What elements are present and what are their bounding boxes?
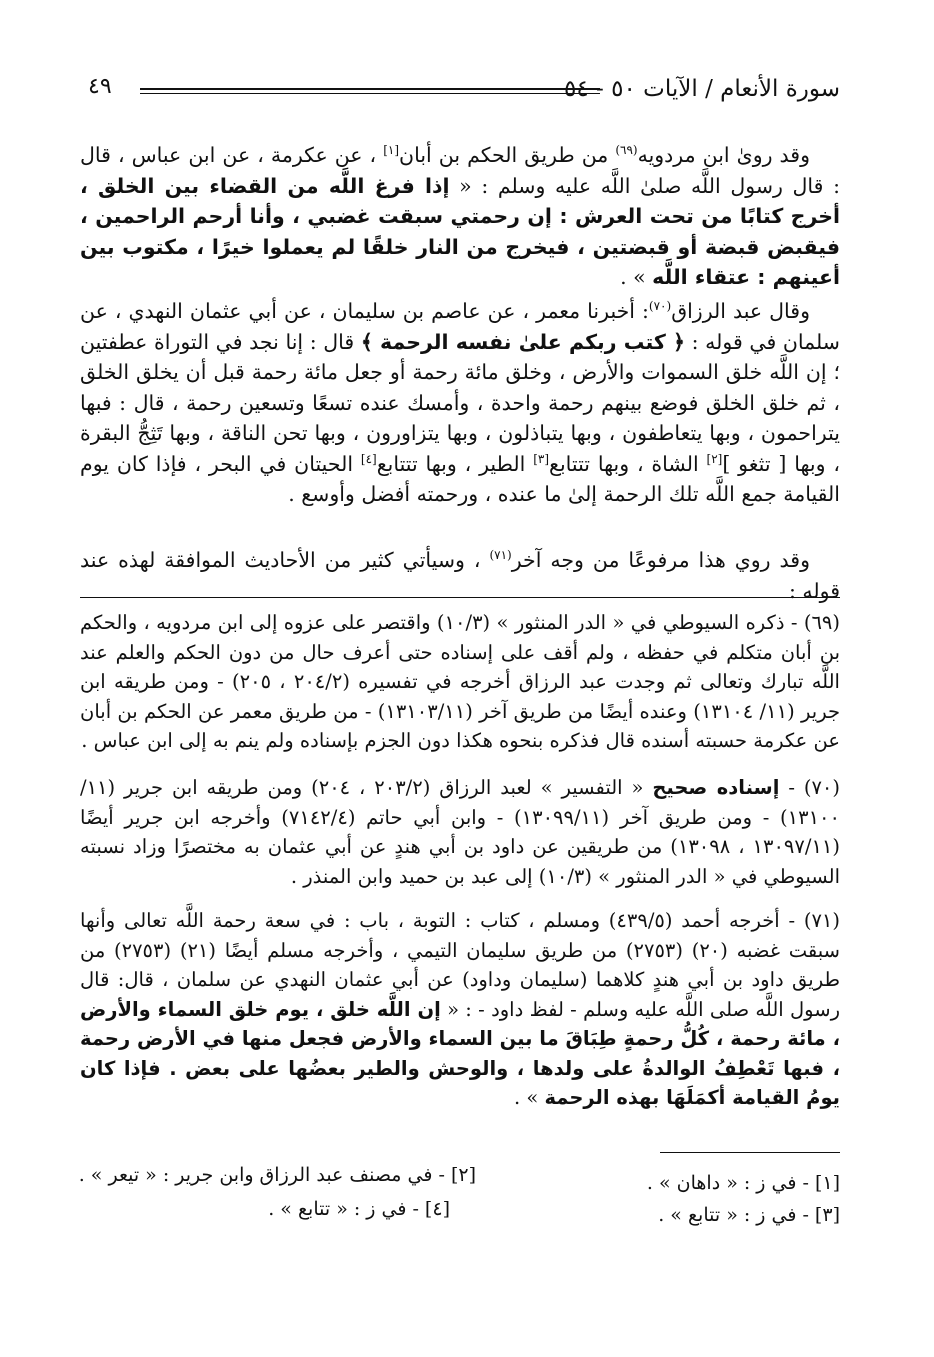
variant-note-1: [١] - في ز : « داهان » .: [646, 1172, 840, 1194]
paragraph-2-text: وقال عبد الرزاق: [671, 299, 810, 323]
footnote-ref-70: (٧٠): [648, 299, 672, 314]
variants-divider: [660, 1152, 840, 1153]
hadith-quote: إذا فرغ اللَّه من القضاء بين الخلق ، أخرج كتابًا من تحت العرش : إن رحمتي سبقت غضبي ، وأنا أرحم الراحمين ، فيقبض قبضة أو قبضتين ، فيخرج من النار خلقًا لم يعملوا خيرًا ، مكتوب بين أعينهم : عتقاء اللَّه: [80, 173, 840, 289]
paragraph-2-text: الشاة ، وبها تتتابع: [549, 451, 707, 476]
paragraph-2-text: الحيتان في البحر ، فإذا كان يوم القيامة جمع اللَّه تلك الرحمة إلىٰ ما عنده ، ورحمته أفضل وأوسع .: [80, 451, 840, 506]
footnote-69: [80, 608, 840, 756]
paragraph-2-text: قال : إنا نجد في التوراة عطفتين ؛ إن اللَّه خلق السموات والأرض ، وخلق مائة رحمة أو جعل مائة رحمة قبل أن يخلق الخلق ، ثم خلق الخلق فوضع بينهم رحمة واحدة ، وأمسك عنده تسعًا وتسعين رحمة ، قال : فبها يتراحمون ، وبها يتعاطفون ، وبها يتباذلون ، وبها يتزاورون ، وبها تحن الناقة ، وبها تَثِجُّ البقرة ، وبها [ تثغو ]: [80, 329, 840, 476]
running-head: سورة الأنعام / الآيات ٥٠ - ٥٤: [564, 76, 840, 102]
variant-ref-2: [٢]: [706, 451, 723, 466]
paragraph-1-text: ، عن عكرمة ، عن ابن عباس ، قال : قال رسول اللَّه صلىٰ اللَّه عليه وسلم : «: [80, 143, 840, 198]
variant-note-3: [٣] - في ز : « تتابع » .: [658, 1204, 840, 1226]
footnote-71-text: » .: [513, 1086, 545, 1109]
paragraph-3-text: ، وسيأتي كثير من الأحاديث الموافقة لهذه عند قوله :: [80, 548, 840, 603]
paragraph-1-text: وقد روىٰ ابن مردويه: [637, 143, 810, 167]
variant-ref-4: [٤]: [360, 451, 377, 466]
footnote-ref-71: (٧١): [489, 548, 512, 563]
variant-note-2: [٢] - في مصنف عبد الرزاق وابن جرير : « تيعر » .: [78, 1164, 476, 1186]
footnote-69-text: (٦٩) - ذكره السيوطي في « الدر المنثور » (١٠/٣) واقتصر على عزوه إلى ابن مردويه ، والحكم بن أبان متكلم في حفظه ، ولم أقف على إسناده حتى أعرف حال من دون الحكم والعلم عند اللَّه تبارك وتعالى ثم وجدت عبد الرزاق أخرجه في تفسيره (٢٠٤/٢ ، ٢٠٥) - ومن طريقه ابن جرير (١١/ ١٣١٠٤) وعنده أيضًا من طريق آخر (١٣١٠٣/١١) - من طريق معمر عن الحكم بن أبان عن عكرمة حسبته أسنده قال فذكره بنحوه هكذا دون الجزم بإسناده ولم ينم به إلى ابن عباس .: [80, 611, 841, 752]
footnote-70-number: (٧٠) -: [779, 776, 840, 799]
paragraph-1-text: » .: [620, 265, 653, 289]
header-rule: [140, 88, 600, 90]
footnote-71: [80, 906, 840, 1113]
footnote-70: [80, 773, 840, 891]
footnotes-divider: [80, 597, 840, 598]
variant-ref-3: [٣]: [533, 451, 550, 466]
footnote-70-text: « التفسير » لعبد الرزاق (٢٠٣/٢ ، ٢٠٤) ومن طريقه ابن جرير (١١/ ١٣١٠٠) - ومن طريق آخر (١٣٠٩٩/١١) - وابن أبي حاتم (٧١٤٢/٤) وأخرجه ابن جرير أيضًا (١٣٠٩٧/١١ ، ١٣٠٩٨) من طريقين عن داود بن أبي هندٍ عن أبي عثمان به مختصرًا وزاد نسبته السيوطي في « الدر المنثور » (١٠/٣) إلى عبد بن حميد وابن المنذر .: [80, 776, 841, 888]
paragraph-2-text: : أخبرنا معمر ، عن عاصم بن سليمان ، عن أبي عثمان النهدي ، عن سلمان في قوله :: [80, 299, 840, 354]
page-header: [80, 74, 840, 110]
variant-note-4: [٤] - في ز : « تتابع » .: [268, 1198, 450, 1220]
footnote-71-text: (٧١) - أخرجه أحمد (٤٣٩/٥) ومسلم ، كتاب : التوبة ، باب : في سعة رحمة اللَّه تعالى وأنها سبقت غضبه (٢٠) (٢٧٥٣) من طريق سليمان التيمي ، وأخرجه مسلم أيضًا (٢١) (٢٧٥٣) من طريق داود بن أبي هندٍ كلاهما (سليمان وداود) عن أبي عثمان النهدي عن سلمان ، قال: قال رسول اللَّه صلى اللَّه عليه وسلم - لفظ داود - : «: [80, 909, 840, 1021]
page-number: ٤٩: [88, 74, 112, 99]
footnote-70-grade: إسناده صحيح: [652, 776, 780, 799]
header-rule-thin: [140, 93, 600, 94]
variant-ref-1: [١]: [383, 143, 400, 158]
paragraph-2: [80, 296, 840, 510]
paragraph-1: [80, 140, 840, 293]
paragraph-2-text: الطير ، وبها تتتابع: [376, 451, 534, 476]
paragraph-3-text: وقد روي هذا مرفوعًا من وجه آخر: [511, 548, 810, 572]
paragraph-1-text: من طريق الحكم بن أبان: [399, 143, 616, 167]
quran-verse: ﴿ كتب ربكم علىٰ نفسه الرحمة ﴾: [360, 329, 685, 354]
footnote-71-hadith: إن اللَّه خلق ، يوم خلق السماء والأرض ، مائة رحمة ، كُلُّ رحمةٍ طِبَاقَ ما بين السماء والأرض فجعل منها في الأرض رحمة ، فبها تَعْطِفُ الوالدةُ على ولدها ، والوحش والطير بعضُها على بعض . فإذا كان يومُ القيامة أكمَلَهَا بهذه الرحمة: [80, 997, 840, 1109]
footnote-ref-69: (٦٩): [615, 143, 638, 158]
